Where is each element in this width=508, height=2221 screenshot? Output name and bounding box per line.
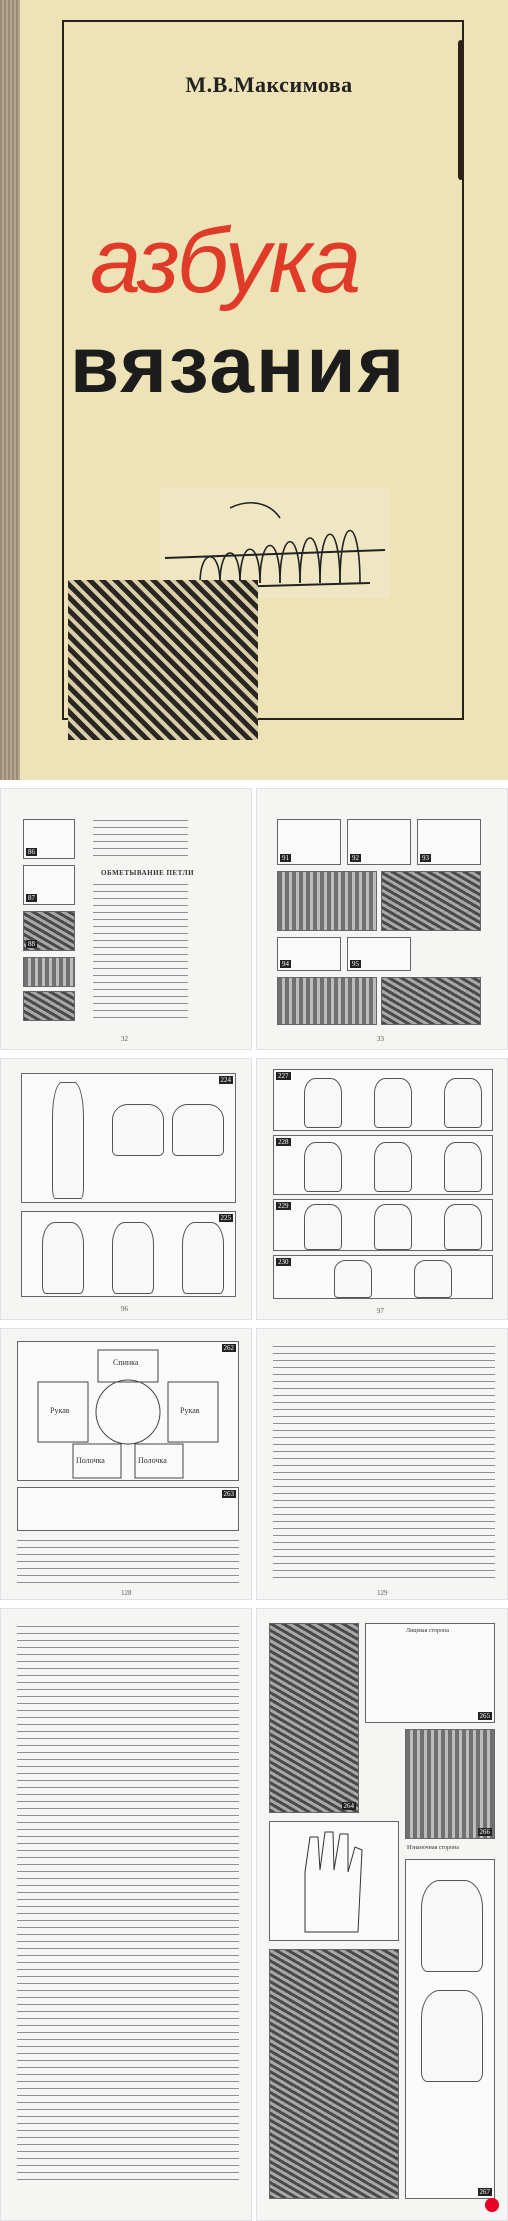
figure-95	[347, 937, 411, 971]
pattern-piece	[304, 1204, 342, 1250]
knit-mitten-photo	[269, 1949, 399, 2199]
text-block	[93, 881, 188, 1021]
figure-number: 267	[479, 2188, 490, 2196]
figure-number: 92	[352, 854, 359, 862]
figure-number: 93	[422, 854, 429, 862]
pattern-piece	[374, 1204, 412, 1250]
book-page-129	[256, 1328, 508, 1600]
pattern-piece	[444, 1204, 482, 1250]
glove-outline	[270, 1822, 398, 1940]
figure-number: 94	[282, 960, 289, 968]
figure-number: 91	[282, 854, 289, 862]
figure-number: 227	[278, 1072, 289, 1080]
figure-number: 95	[352, 960, 359, 968]
text-block	[17, 1623, 239, 2183]
pattern-piece	[42, 1222, 84, 1294]
figure-224	[21, 1073, 236, 1203]
page-number: 128	[121, 1589, 132, 1597]
book-page-96	[0, 1058, 252, 1320]
figure-230	[273, 1255, 493, 1299]
figure-number: 229	[278, 1202, 289, 1210]
figure-number: 262	[223, 1344, 234, 1352]
figure-photo	[23, 957, 75, 987]
book-cover	[0, 0, 508, 780]
figure-86	[23, 819, 75, 859]
diagram-label: Изнаночная сторона	[407, 1845, 459, 1851]
figure-number: 228	[278, 1138, 289, 1146]
pattern-piece	[304, 1078, 342, 1128]
pattern-piece	[112, 1222, 154, 1294]
knit-sample-photo	[381, 977, 481, 1025]
pattern-piece	[421, 1990, 483, 2082]
figure-91	[277, 819, 341, 865]
figure-number: 225	[220, 1214, 231, 1222]
book-page-text	[0, 1608, 252, 2221]
figure-266	[405, 1729, 495, 1839]
figure-number: 264	[343, 1802, 354, 1810]
pattern-piece	[444, 1142, 482, 1192]
text-block	[273, 1343, 495, 1583]
knitting-needle-illustration	[458, 40, 464, 180]
figure-265	[365, 1623, 495, 1723]
author-name: М.В.Максимова	[185, 72, 353, 97]
pattern-piece	[172, 1104, 224, 1156]
page-number: 96	[121, 1305, 128, 1313]
pattern-piece	[444, 1078, 482, 1128]
page-number: 33	[377, 1035, 384, 1043]
figure-92	[347, 819, 411, 865]
book-page-33	[256, 788, 508, 1050]
book-page-97	[256, 1058, 508, 1320]
figure-number: 230	[278, 1258, 289, 1266]
diagram-label: Полочка	[76, 1456, 105, 1465]
knit-sample-photo	[381, 871, 481, 931]
figure-number: 266	[479, 1828, 490, 1836]
section-heading: ОБМЕТЫВАНИЕ ПЕТЛИ	[101, 869, 195, 877]
figure-number: 87	[28, 894, 35, 902]
pattern-piece	[374, 1078, 412, 1128]
pattern-piece	[112, 1104, 164, 1156]
page-number: 97	[377, 1307, 384, 1315]
diagram-label: Полочка	[138, 1456, 167, 1465]
knit-sample-photo	[277, 871, 377, 931]
diagram-label: Рукав	[50, 1406, 70, 1415]
book-page-32	[0, 788, 252, 1050]
figure-number: 86	[28, 848, 35, 856]
diagram-label: Рукав	[180, 1406, 200, 1415]
book-page-figures	[256, 1608, 508, 2221]
pattern-piece	[182, 1222, 224, 1294]
page-number: 32	[121, 1035, 128, 1043]
figure-number: 224	[220, 1076, 231, 1084]
figure-photo	[23, 991, 75, 1021]
book-spine	[0, 0, 20, 780]
figure-263	[17, 1487, 239, 1531]
figure-267	[405, 1859, 495, 2199]
figure-body-pattern	[52, 1082, 84, 1199]
diagram-label: Лицевая сторона	[406, 1628, 449, 1634]
diagram-label: Спинка	[113, 1358, 139, 1367]
text-block	[17, 1537, 239, 1585]
book-page-128	[0, 1328, 252, 1600]
figure-number: 88	[28, 940, 35, 948]
text-block	[93, 817, 188, 859]
figure-227	[273, 1069, 493, 1131]
figure-87	[23, 865, 75, 905]
figure-262	[17, 1341, 239, 1481]
knit-sample-photo	[277, 977, 377, 1025]
pin-icon[interactable]	[485, 2198, 499, 2212]
figure-94	[277, 937, 341, 971]
pattern-piece	[414, 1260, 452, 1298]
figure-228	[273, 1135, 493, 1195]
book-title-line2: вязания	[70, 320, 407, 409]
knitted-fabric-photo	[68, 580, 258, 740]
pattern-piece	[374, 1142, 412, 1192]
figure-number: 265	[479, 1712, 490, 1720]
page-number: 129	[377, 1589, 388, 1597]
pattern-piece	[334, 1260, 372, 1298]
book-title-line1: азбука	[90, 210, 360, 312]
figure-225	[21, 1211, 236, 1297]
figure-229	[273, 1199, 493, 1251]
figure-glove-diagram	[269, 1821, 399, 1941]
pattern-piece	[421, 1880, 483, 1972]
figure-264	[269, 1623, 359, 1813]
pattern-piece	[304, 1142, 342, 1192]
figure-number: 263	[223, 1490, 234, 1498]
figure-88	[23, 911, 75, 951]
figure-93	[417, 819, 481, 865]
